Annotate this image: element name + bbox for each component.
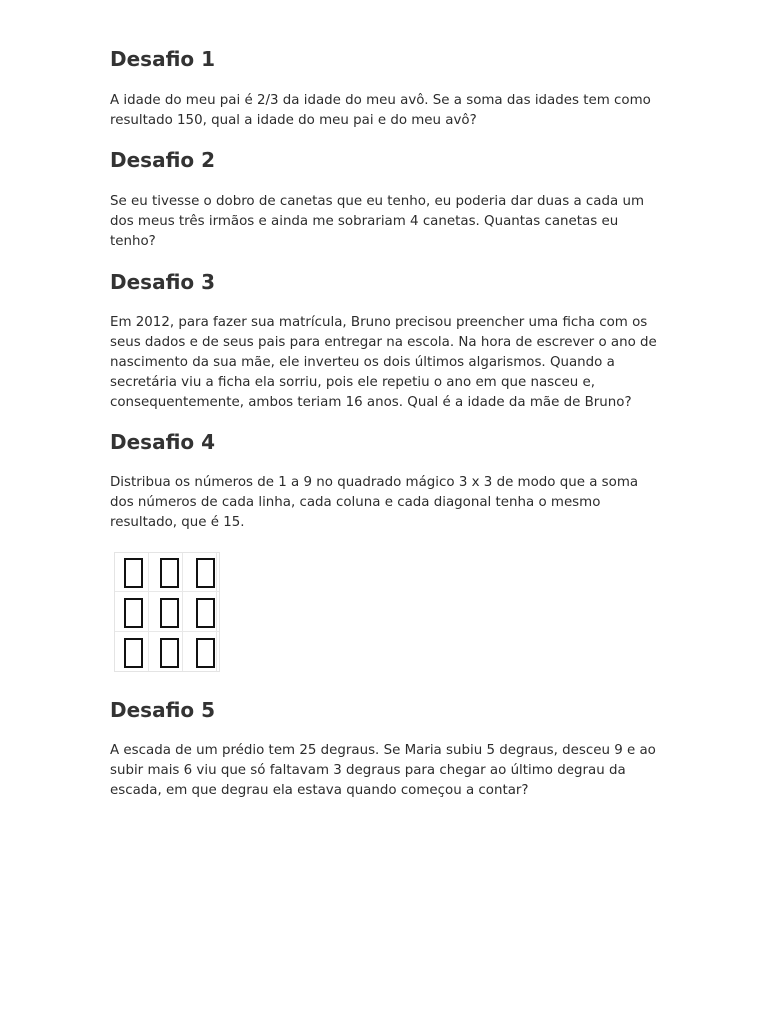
challenge-3-text: Em 2012, para fazer sua matrícula, Bruno precisou preencher uma ficha com os seus dados e de seus pais para entregar na escola. Na hora de escrever o ano de nascimento da sua mãe, ele inverteu os dois últimos algarismos. Quando a secretária viu a ficha ela sorriu, pois ele repetiu o ano em que nasceu e, consequentemente, ambos teriam 16 anos. Qual é a idade da mãe de Bruno? bbox=[110, 315, 657, 410]
challenge-4-title: Desafio 4 bbox=[110, 430, 216, 454]
magic-square-cell bbox=[124, 598, 143, 628]
magic-square-cell bbox=[160, 598, 179, 628]
magic-square-cell bbox=[124, 558, 143, 588]
magic-square-cell bbox=[196, 638, 215, 668]
challenge-5-text: A escada de um prédio tem 25 degraus. Se Maria subiu 5 degraus, desceu 9 e ao subir mais 6 viu que só faltavam 3 degraus para chegar ao último degrau da escada, em que degrau ela estava quando começou a contar? bbox=[110, 743, 656, 798]
challenge-2-text: Se eu tivesse o dobro de canetas que eu tenho, eu poderia dar duas a cada um dos meus três irmãos e ainda me sobrariam 4 canetas. Quantas canetas eu tenho? bbox=[110, 194, 644, 249]
challenge-1-text: A idade do meu pai é 2/3 da idade do meu avô. Se a soma das idades tem como resultado 150, qual a idade do meu pai e do meu avô? bbox=[110, 93, 651, 128]
challenge-2-title: Desafio 2 bbox=[110, 148, 216, 172]
magic-square-cell bbox=[160, 638, 179, 668]
magic-square-cell bbox=[160, 558, 179, 588]
magic-square-cell bbox=[196, 558, 215, 588]
magic-square-cell bbox=[196, 598, 215, 628]
magic-square-cell bbox=[124, 638, 143, 668]
magic-square-grid bbox=[110, 548, 226, 674]
challenge-5-title: Desafio 5 bbox=[110, 698, 216, 722]
challenge-4-text: Distribua os números de 1 a 9 no quadrado mágico 3 x 3 de modo que a soma dos números de cada linha, cada coluna e cada diagonal tenha o mesmo resultado, que é 15. bbox=[110, 475, 639, 530]
challenge-3-title: Desafio 3 bbox=[110, 270, 216, 294]
challenge-1-title: Desafio 1 bbox=[110, 47, 216, 71]
